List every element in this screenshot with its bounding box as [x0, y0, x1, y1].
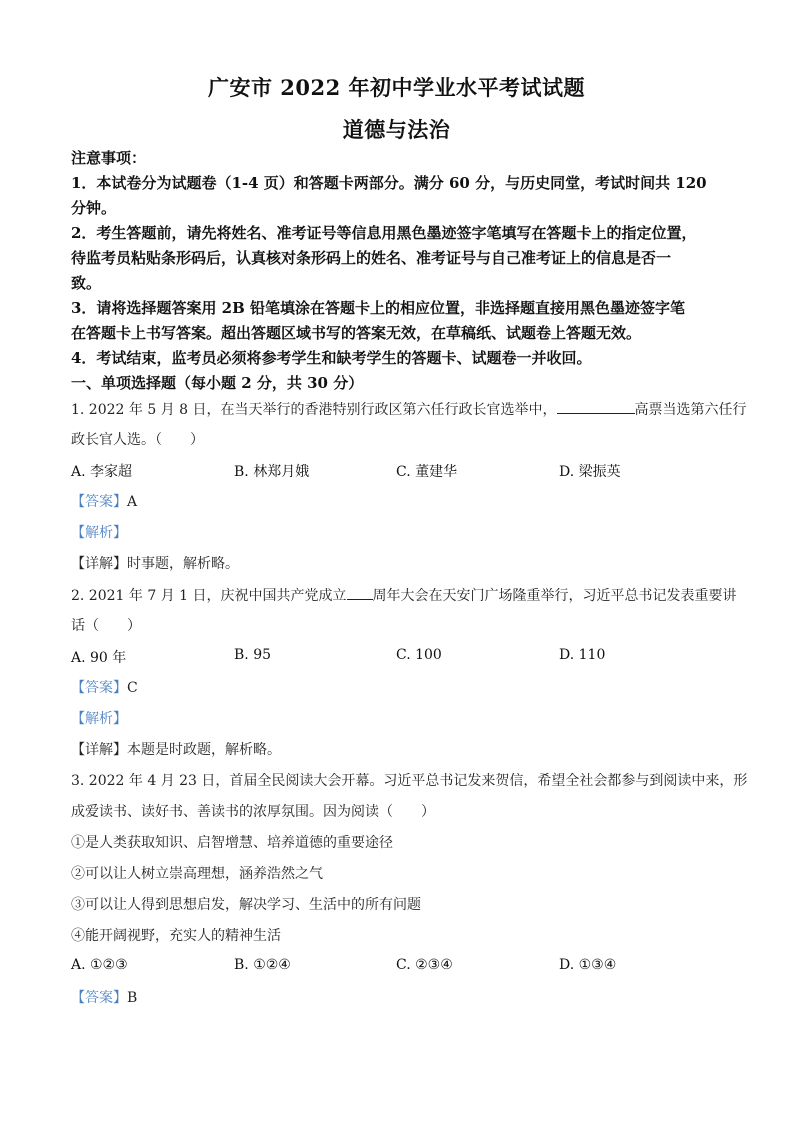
- detail-tag: 【详解】: [71, 556, 127, 572]
- option-a: A. ①②③: [71, 957, 128, 973]
- notice-line: 致。: [71, 274, 102, 292]
- question-1-stem-line2: 政长官人选。（ ）: [71, 432, 204, 448]
- option-b: B. ①②④: [234, 957, 291, 973]
- option-b: B. 林郑月娥: [234, 464, 310, 480]
- option-b: B. 95: [234, 647, 272, 663]
- answer-value: B: [127, 990, 138, 1006]
- notice-heading: 注意事项：: [71, 149, 147, 167]
- option-d: D. 110: [559, 647, 606, 663]
- option-d: D. ①③④: [559, 957, 617, 973]
- option-a: A. 李家超: [71, 464, 133, 480]
- statement-2: ②可以让人树立崇高理想，涵养浩然之气: [71, 866, 323, 882]
- analysis-tag: 【解析】: [71, 525, 127, 541]
- option-a: A. 90 年: [71, 650, 127, 666]
- question-3-options: [71, 957, 726, 977]
- option-c: C. 董建华: [396, 464, 458, 480]
- question-1-stem-line1: 1. 2022 年 5 月 8 日，在当天举行的香港特别行政区第六任行政长官选举中， 高票当选第六任行: [71, 399, 726, 420]
- question-2-answer: [71, 678, 726, 698]
- detail-text: 时事题，解析略。: [127, 556, 239, 572]
- section-heading: 一、单项选择题（每小题 2 分，共 30 分）: [71, 374, 364, 392]
- question-3-stem-line1: 3. 2022 年 4 月 23 日，首届全民阅读大会开幕。习近平总书记发来贺信，希望全社会都参与到阅读中来，形: [71, 773, 748, 789]
- question-2-options: [71, 647, 726, 667]
- exam-title: 广安市 2022 年初中学业水平考试试题: [207, 75, 586, 100]
- detail-tag: 【详解】: [71, 742, 127, 758]
- question-3-stem-line2: 成爱读书、读好书、善读书的浓厚氛围。因为阅读（ ）: [71, 804, 435, 820]
- option-c: C. ②③④: [396, 957, 453, 973]
- notice-line: 3．请将选择题答案用 2B 铅笔填涂在答题卡上的相应位置，非选择题直接用黑色墨迹签字笔: [71, 299, 686, 317]
- notice-line: 待监考员粘贴条形码后，认真核对条形码上的姓名、准考证号与自己准考证上的信息是否一: [71, 249, 672, 267]
- notice-line: 2．考生答题前，请先将姓名、准考证号等信息用黑色墨迹签字笔填写在答题卡上的指定位置，: [71, 224, 697, 242]
- answer-tag: 【答案】: [71, 680, 127, 696]
- statement-3: ③可以让人得到思想启发，解决学习、生活中的所有问题: [71, 897, 421, 913]
- analysis-tag: 【解析】: [71, 711, 127, 727]
- question-2-stem-line1: 2. 2021 年 7 月 1 日，庆祝中国共产党成立 周年大会在天安门广场隆重举行，习近平总书记发表重要讲: [71, 585, 726, 606]
- notice-line: 1．本试卷分为试题卷（1-4 页）和答题卡两部分。满分 60 分，与历史同堂，考试时间共 120: [71, 174, 707, 192]
- option-d: D. 梁振英: [559, 464, 621, 480]
- question-1-options: [71, 461, 726, 481]
- detail-text: 本题是时政题，解析略。: [127, 742, 281, 758]
- statement-4: ④能开阔视野，充实人的精神生活: [71, 928, 281, 944]
- notice-line: 在答题卡上书写答案。超出答题区域书写的答案无效，在草稿纸、试题卷上答题无效。: [71, 324, 642, 342]
- question-2-stem-line2: 话（ ）: [71, 618, 141, 634]
- question-1-detail: [71, 554, 726, 574]
- fill-blank: [557, 399, 635, 414]
- question-3-answer: [71, 988, 726, 1008]
- answer-tag: 【答案】: [71, 494, 127, 510]
- question-2-analysis: [71, 709, 726, 729]
- notice-line: 4．考试结束，监考员必须将参考学生和缺考学生的答题卡、试题卷一并收回。: [71, 349, 592, 367]
- fill-blank: [347, 585, 373, 600]
- question-2-detail: [71, 740, 726, 760]
- answer-value: A: [127, 494, 138, 510]
- statement-1: ①是人类获取知识、启智增慧、培养道德的重要途径: [71, 835, 393, 851]
- answer-value: C: [127, 680, 138, 696]
- answer-tag: 【答案】: [71, 990, 127, 1006]
- question-1-analysis: [71, 523, 726, 543]
- option-c: C. 100: [396, 647, 442, 663]
- subject-title: 道德与法治: [342, 117, 451, 142]
- notice-block: [71, 146, 726, 396]
- question-1-answer: [71, 492, 726, 512]
- notice-line: 分钟。: [71, 199, 117, 217]
